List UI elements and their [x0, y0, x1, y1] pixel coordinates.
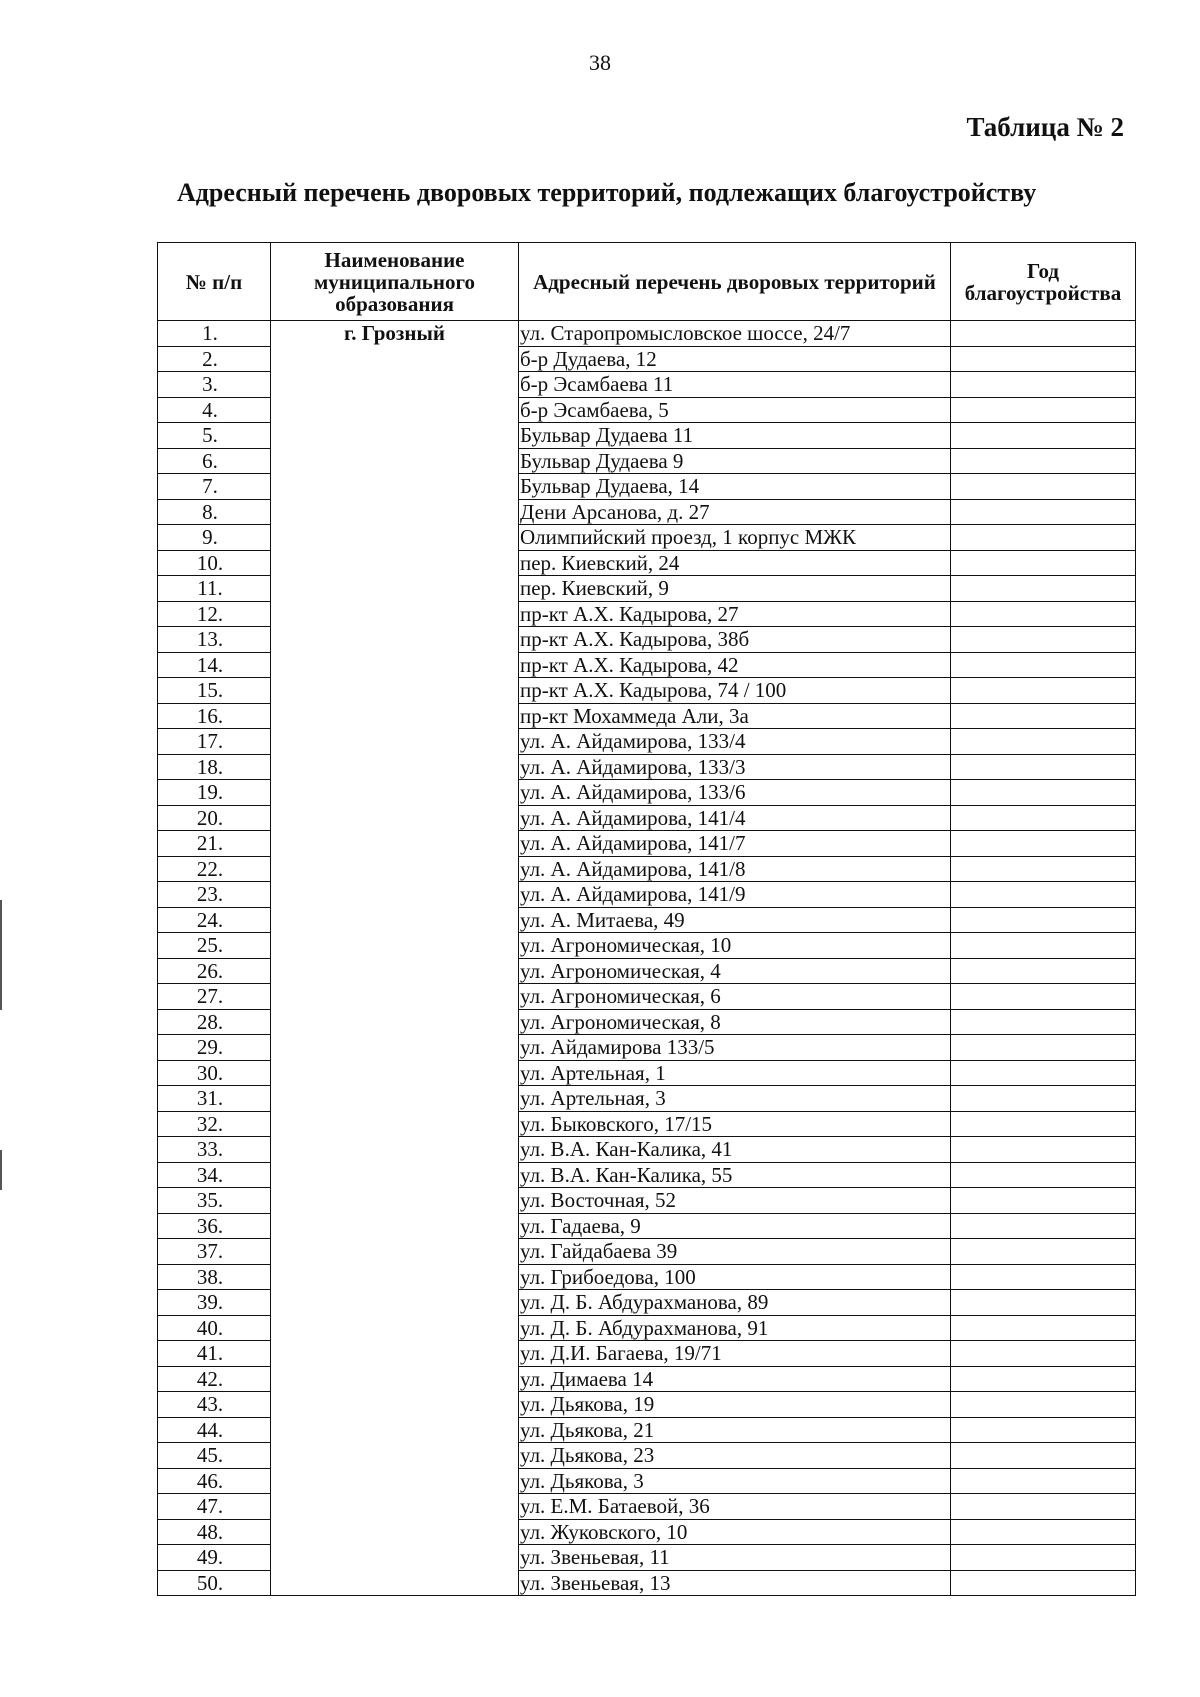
row-number: 10. [158, 550, 271, 576]
address-cell: ул. Жуковского, 10 [519, 1519, 951, 1545]
row-number: 48. [158, 1519, 271, 1545]
table-body [158, 321, 1136, 1596]
address-cell: ул. А. Айдамирова, 141/8 [519, 856, 951, 882]
row-number: 31. [158, 1086, 271, 1112]
year-cell [951, 1392, 1136, 1418]
row-number: 49. [158, 1545, 271, 1571]
address-cell: ул. Агрономическая, 10 [519, 933, 951, 959]
scan-margin-mark [0, 900, 2, 1010]
row-number: 17. [158, 729, 271, 755]
address-cell: ул. Восточная, 52 [519, 1188, 951, 1214]
address-cell: ул. Е.М. Батаевой, 36 [519, 1494, 951, 1520]
row-number: 2. [158, 346, 271, 372]
address-cell: б-р Эсамбаева 11 [519, 372, 951, 398]
year-cell [951, 474, 1136, 500]
year-cell [951, 550, 1136, 576]
address-cell: пр-кт А.Х. Кадырова, 74 / 100 [519, 678, 951, 704]
row-number: 18. [158, 754, 271, 780]
row-number: 5. [158, 423, 271, 449]
row-number: 19. [158, 780, 271, 806]
address-cell: ул. Дьякова, 23 [519, 1443, 951, 1469]
row-number: 41. [158, 1341, 271, 1367]
row-number: 21. [158, 831, 271, 857]
row-number: 37. [158, 1239, 271, 1265]
row-number: 8. [158, 499, 271, 525]
row-number: 15. [158, 678, 271, 704]
row-number: 11. [158, 576, 271, 602]
year-cell [951, 652, 1136, 678]
year-cell [951, 1468, 1136, 1494]
row-number: 12. [158, 601, 271, 627]
address-cell: ул. В.А. Кан-Калика, 55 [519, 1162, 951, 1188]
year-cell [951, 1137, 1136, 1163]
address-cell: ул. Д.И. Багаева, 19/71 [519, 1341, 951, 1367]
row-number: 6. [158, 448, 271, 474]
row-number: 4. [158, 397, 271, 423]
address-table [157, 242, 1136, 1596]
row-number: 42. [158, 1366, 271, 1392]
row-number: 43. [158, 1392, 271, 1418]
table-row [158, 321, 1136, 347]
row-number: 25. [158, 933, 271, 959]
year-cell [951, 1290, 1136, 1316]
row-number: 13. [158, 627, 271, 653]
address-cell: ул. А. Айдамирова, 141/7 [519, 831, 951, 857]
year-cell [951, 1519, 1136, 1545]
year-cell [951, 525, 1136, 551]
address-cell: Бульвар Дудаева 9 [519, 448, 951, 474]
row-number: 50. [158, 1570, 271, 1596]
address-cell: ул. Агрономическая, 6 [519, 984, 951, 1010]
address-cell: б-р Дудаева, 12 [519, 346, 951, 372]
year-cell [951, 1366, 1136, 1392]
year-cell [951, 831, 1136, 857]
address-cell: ул. В.А. Кан-Калика, 41 [519, 1137, 951, 1163]
year-cell [951, 1111, 1136, 1137]
year-cell [951, 499, 1136, 525]
year-cell [951, 703, 1136, 729]
address-cell: ул. Грибоедова, 100 [519, 1264, 951, 1290]
address-cell: ул. Артельная, 3 [519, 1086, 951, 1112]
year-cell [951, 372, 1136, 398]
year-cell [951, 1239, 1136, 1265]
year-cell [951, 1035, 1136, 1061]
year-cell [951, 984, 1136, 1010]
document-title: Адресный перечень дворовых территорий, подлежащих благоустройству [177, 178, 1037, 207]
year-cell [951, 397, 1136, 423]
year-cell [951, 933, 1136, 959]
row-number: 44. [158, 1417, 271, 1443]
address-cell: ул. А. Айдамирова, 133/6 [519, 780, 951, 806]
municipality-cell: г. Грозный [271, 321, 519, 1596]
year-cell [951, 1162, 1136, 1188]
year-cell [951, 601, 1136, 627]
row-number: 14. [158, 652, 271, 678]
header-addresses: Адресный перечень дворовых территорий [519, 243, 951, 321]
address-cell: ул. Агрономическая, 4 [519, 958, 951, 984]
row-number: 23. [158, 882, 271, 908]
row-number: 26. [158, 958, 271, 984]
row-number: 7. [158, 474, 271, 500]
page-number: 38 [589, 50, 611, 75]
row-number: 20. [158, 805, 271, 831]
address-cell: ул. Дьякова, 21 [519, 1417, 951, 1443]
address-cell: ул. Гадаева, 9 [519, 1213, 951, 1239]
year-cell [951, 1494, 1136, 1520]
row-number: 39. [158, 1290, 271, 1316]
row-number: 28. [158, 1009, 271, 1035]
row-number: 3. [158, 372, 271, 398]
address-cell: ул. Звеньевая, 11 [519, 1545, 951, 1571]
address-cell: Бульвар Дудаева, 14 [519, 474, 951, 500]
year-cell [951, 1570, 1136, 1596]
year-cell [951, 754, 1136, 780]
row-number: 40. [158, 1315, 271, 1341]
row-number: 24. [158, 907, 271, 933]
row-number: 36. [158, 1213, 271, 1239]
year-cell [951, 448, 1136, 474]
year-cell [951, 423, 1136, 449]
year-cell [951, 1009, 1136, 1035]
row-number: 9. [158, 525, 271, 551]
header-municipality: Наименование муниципального образования [271, 243, 519, 321]
row-number: 45. [158, 1443, 271, 1469]
address-cell: Олимпийский проезд, 1 корпус МЖК [519, 525, 951, 551]
year-cell [951, 958, 1136, 984]
address-cell: пр-кт А.Х. Кадырова, 38б [519, 627, 951, 653]
address-cell: ул. А. Митаева, 49 [519, 907, 951, 933]
table-header [158, 243, 1136, 321]
address-cell: ул. Д. Б. Абдурахманова, 91 [519, 1315, 951, 1341]
address-cell: Бульвар Дудаева 11 [519, 423, 951, 449]
address-cell: пер. Киевский, 9 [519, 576, 951, 602]
address-cell: ул. Быковского, 17/15 [519, 1111, 951, 1137]
year-cell [951, 346, 1136, 372]
address-cell: ул. Артельная, 1 [519, 1060, 951, 1086]
row-number: 30. [158, 1060, 271, 1086]
address-cell: ул. Агрономическая, 8 [519, 1009, 951, 1035]
address-cell: ул. Дьякова, 19 [519, 1392, 951, 1418]
row-number: 16. [158, 703, 271, 729]
address-cell: ул. Дьякова, 3 [519, 1468, 951, 1494]
address-cell: ул. Д. Б. Абдурахманова, 89 [519, 1290, 951, 1316]
address-cell: ул. Айдамирова 133/5 [519, 1035, 951, 1061]
row-number: 1. [158, 321, 271, 347]
address-cell: ул. А. Айдамирова, 141/9 [519, 882, 951, 908]
year-cell [951, 1545, 1136, 1571]
row-number: 27. [158, 984, 271, 1010]
year-cell [951, 627, 1136, 653]
year-cell [951, 856, 1136, 882]
header-year: Год благоустройства [951, 243, 1136, 321]
address-cell: ул. Старопромысловское шоссе, 24/7 [519, 321, 951, 347]
scan-margin-mark [0, 1150, 2, 1190]
year-cell [951, 1060, 1136, 1086]
address-cell: пр-кт Мохаммеда Али, 3а [519, 703, 951, 729]
address-cell: пр-кт А.Х. Кадырова, 27 [519, 601, 951, 627]
year-cell [951, 1086, 1136, 1112]
address-cell: Дени Арсанова, д. 27 [519, 499, 951, 525]
address-cell: ул. Звеньевая, 13 [519, 1570, 951, 1596]
row-number: 29. [158, 1035, 271, 1061]
address-cell: ул. Димаева 14 [519, 1366, 951, 1392]
year-cell [951, 678, 1136, 704]
year-cell [951, 729, 1136, 755]
year-cell [951, 1341, 1136, 1367]
table-label: Таблица № 2 [966, 112, 1124, 142]
year-cell [951, 1417, 1136, 1443]
year-cell [951, 1213, 1136, 1239]
year-cell [951, 1443, 1136, 1469]
row-number: 46. [158, 1468, 271, 1494]
address-cell: пер. Киевский, 24 [519, 550, 951, 576]
year-cell [951, 1188, 1136, 1214]
row-number: 35. [158, 1188, 271, 1214]
header-row [158, 243, 1136, 321]
row-number: 38. [158, 1264, 271, 1290]
address-cell: ул. А. Айдамирова, 133/4 [519, 729, 951, 755]
year-cell [951, 321, 1136, 347]
row-number: 22. [158, 856, 271, 882]
row-number: 33. [158, 1137, 271, 1163]
row-number: 32. [158, 1111, 271, 1137]
year-cell [951, 780, 1136, 806]
address-cell: ул. А. Айдамирова, 141/4 [519, 805, 951, 831]
header-number: № п/п [158, 243, 271, 321]
year-cell [951, 576, 1136, 602]
year-cell [951, 907, 1136, 933]
address-cell: б-р Эсамбаева, 5 [519, 397, 951, 423]
row-number: 34. [158, 1162, 271, 1188]
year-cell [951, 882, 1136, 908]
row-number: 47. [158, 1494, 271, 1520]
address-cell: ул. Гайдабаева 39 [519, 1239, 951, 1265]
address-cell: ул. А. Айдамирова, 133/3 [519, 754, 951, 780]
year-cell [951, 1264, 1136, 1290]
address-cell: пр-кт А.Х. Кадырова, 42 [519, 652, 951, 678]
year-cell [951, 805, 1136, 831]
year-cell [951, 1315, 1136, 1341]
